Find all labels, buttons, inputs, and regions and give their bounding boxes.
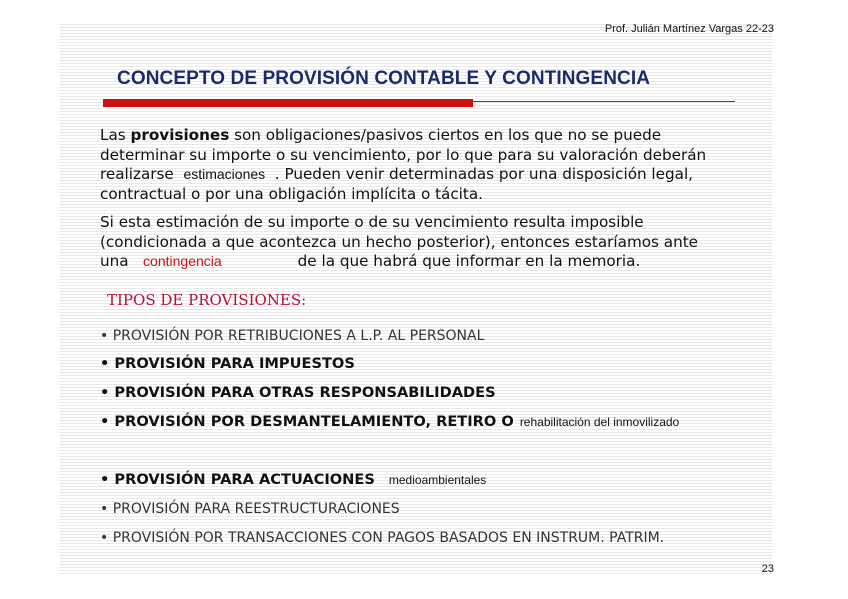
- p2-line3-start: una: [100, 252, 144, 270]
- bullet-item: [100, 471, 486, 489]
- p1-line3-end: . Pueden venir determinadas por una disposición legal,: [265, 165, 693, 183]
- bullet-text: • PROVISIÓN POR RETRIBUCIONES A L.P. AL PERSONAL: [100, 328, 485, 344]
- paragraph-provisiones: [100, 126, 760, 204]
- bullet-text: • PROVISIÓN POR TRANSACCIONES CON PAGOS BASADOS EN INSTRUM. PATRIM.: [100, 530, 665, 546]
- title-underline-bar: [103, 99, 473, 107]
- bullet-text: • PROVISIÓN PARA REESTRUCTURACIONES: [100, 501, 400, 517]
- bullet-item: [100, 327, 484, 345]
- section-heading: TIPOS DE PROVISIONES:: [107, 291, 307, 309]
- bullet-suffix: medioambientales: [388, 473, 487, 487]
- bullet-item: [100, 384, 496, 402]
- bullet-item: [100, 500, 400, 518]
- p1-bold-term: provisiones: [130, 126, 230, 144]
- paragraph-contingencia: [100, 213, 760, 272]
- header-author: Prof. Julián Martínez Vargas 22-23: [604, 23, 774, 35]
- bullet-item: [100, 355, 355, 373]
- p1-keyword: estimaciones: [183, 166, 266, 182]
- page-number: 23: [761, 563, 774, 575]
- p1-lead: Las: [100, 126, 131, 144]
- p1-line3-start: realizarse: [100, 165, 184, 183]
- bullet-suffix: rehabilitación del inmovilizado: [519, 415, 680, 429]
- p1-line1: son obligaciones/pasivos ciertos en los que no se puede: [229, 126, 662, 144]
- p1-line4: contractual o por una obligación implícita o tácita.: [100, 184, 483, 203]
- bullet-item: [100, 413, 679, 431]
- p2-line1: Si esta estimación de su importe o de su vencimiento resulta imposible: [100, 213, 644, 231]
- bullet-text: • PROVISIÓN POR DESMANTELAMIENTO, RETIRO O: [100, 413, 514, 430]
- bullet-text: • PROVISIÓN PARA OTRAS RESPONSABILIDADES: [100, 384, 496, 401]
- p2-line3-end: de la que habrá que informar en la memoria.: [297, 252, 641, 270]
- bullet-item: [100, 529, 664, 547]
- bullet-text: • PROVISIÓN PARA IMPUESTOS: [100, 355, 355, 372]
- slide-title: CONCEPTO DE PROVISIÓN CONTABLE Y CONTINGENCIA: [117, 68, 651, 89]
- title-underline-line: [473, 101, 735, 102]
- p1-line2: determinar su importe o su vencimiento, por lo que para su valoración deberán: [100, 145, 707, 164]
- p2-keyword: contingencia: [143, 253, 222, 269]
- p2-line2: (condicionada a que acontezca un hecho posterior), entonces estaríamos ante: [100, 232, 699, 251]
- bullet-text: • PROVISIÓN PARA ACTUACIONES: [100, 471, 375, 488]
